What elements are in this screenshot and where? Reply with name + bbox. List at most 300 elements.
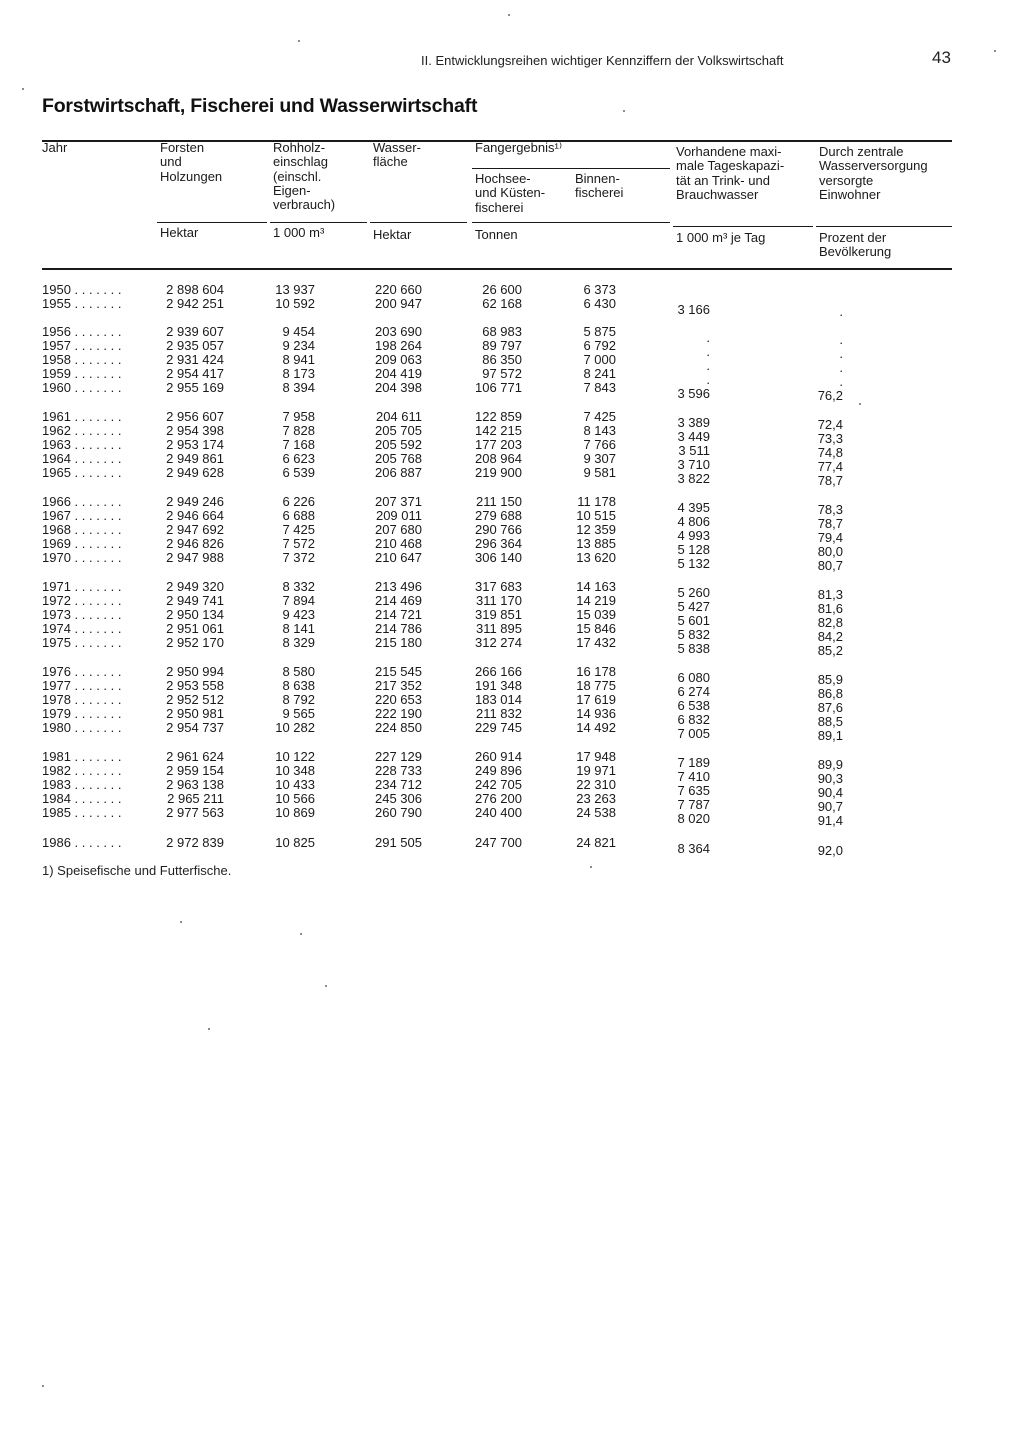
cell-forsten: 2 963 138 (166, 777, 224, 792)
cell-jahr: 1974 . . . . . . . (42, 621, 122, 636)
cell-hochsee: 211 832 (475, 706, 522, 721)
footnote: 1) Speisefische und Futterfische. (42, 863, 232, 878)
cell-versorgung: 76,2 (817, 388, 843, 403)
page-title: Forstwirtschaft, Fischerei und Wasserwirtschaft (42, 95, 478, 117)
cell-rohholz: 7 572 (282, 536, 315, 551)
cell-wasserflaeche: 205 592 (375, 437, 422, 452)
cell-jahr: 1962 . . . . . . . (42, 423, 122, 438)
cell-rohholz: 8 941 (282, 352, 315, 367)
cell-hochsee: 306 140 (475, 550, 522, 565)
cell-versorgung: 85,9 (817, 672, 843, 687)
cell-jahr: 1961 . . . . . . . (42, 409, 122, 424)
cell-kapazitaet: 5 132 (677, 556, 710, 571)
cell-versorgung: . (839, 304, 843, 319)
cell-hochsee: 26 600 (482, 282, 522, 297)
cell-binnen: 18 775 (576, 678, 616, 693)
cell-rohholz: 7 958 (282, 409, 315, 424)
cell-kapazitaet: 5 128 (677, 542, 710, 557)
cell-binnen: 12 359 (576, 522, 616, 537)
cell-forsten: 2 965 211 (167, 791, 224, 806)
cell-versorgung: 86,8 (817, 686, 843, 701)
cell-forsten: 2 954 398 (166, 423, 224, 438)
cell-binnen: 9 307 (583, 451, 616, 466)
cell-forsten: 2 961 624 (166, 749, 224, 764)
cell-jahr: 1967 . . . . . . . (42, 508, 122, 523)
cell-wasserflaeche: 215 180 (375, 635, 422, 650)
cell-kapazitaet: 3 710 (677, 457, 710, 472)
cell-rohholz: 8 394 (282, 380, 315, 395)
scan-speck (300, 933, 302, 935)
cell-binnen: 24 538 (576, 805, 616, 820)
cell-kapazitaet: 5 427 (677, 599, 710, 614)
cell-jahr: 1971 . . . . . . . (42, 579, 122, 594)
cell-forsten: 2 947 692 (166, 522, 224, 537)
col-header-wasserflaeche: Wasser- fläche (373, 140, 421, 170)
cell-versorgung: 77,4 (817, 459, 843, 474)
cell-hochsee: 97 572 (482, 366, 522, 381)
cell-hochsee: 279 688 (475, 508, 522, 523)
cell-rohholz: 8 332 (282, 579, 315, 594)
cell-forsten: 2 898 604 (166, 282, 224, 297)
cell-wasserflaeche: 203 690 (375, 324, 422, 339)
unit-hektar-forsten: Hektar (160, 225, 199, 240)
cell-hochsee: 290 766 (475, 522, 522, 537)
cell-rohholz: 7 168 (282, 437, 315, 452)
unit-prozent: Prozent der Bevölkerung (819, 230, 892, 260)
cell-kapazitaet: 5 832 (677, 627, 710, 642)
cell-binnen: 15 039 (576, 607, 616, 622)
scan-speck (508, 14, 510, 16)
cell-binnen: 6 373 (583, 282, 616, 297)
cell-forsten: 2 939 607 (166, 324, 224, 339)
cell-rohholz: 6 623 (282, 451, 315, 466)
cell-forsten: 2 946 664 (166, 508, 224, 523)
cell-forsten: 2 952 170 (166, 635, 224, 650)
cell-versorgung: . (839, 374, 843, 389)
cell-rohholz: 9 454 (282, 324, 315, 339)
cell-wasserflaeche: 200 947 (375, 296, 422, 311)
cell-rohholz: 6 539 (282, 465, 315, 480)
cell-kapazitaet: 6 274 (677, 684, 710, 699)
cell-hochsee: 89 797 (482, 338, 522, 353)
cell-jahr: 1970 . . . . . . . (42, 550, 122, 565)
scan-speck (590, 866, 592, 868)
cell-jahr: 1958 . . . . . . . (42, 352, 122, 367)
cell-forsten: 2 950 981 (166, 706, 224, 721)
cell-versorgung: 74,8 (817, 445, 843, 460)
cell-forsten: 2 946 826 (166, 536, 224, 551)
table-row (0, 835, 1024, 858)
cell-forsten: 2 959 154 (166, 763, 224, 778)
cell-hochsee: 247 700 (475, 835, 522, 850)
cell-rohholz: 10 869 (275, 805, 315, 820)
cell-rohholz: 7 828 (282, 423, 315, 438)
cell-rohholz: 6 688 (282, 508, 315, 523)
cell-hochsee: 208 964 (475, 451, 522, 466)
cell-versorgung: 90,7 (817, 799, 843, 814)
cell-hochsee: 183 014 (475, 692, 522, 707)
cell-jahr: 1968 . . . . . . . (42, 522, 122, 537)
cell-rohholz: 7 372 (282, 550, 315, 565)
cell-rohholz: 10 592 (275, 296, 315, 311)
scan-speck (623, 110, 625, 112)
cell-jahr: 1979 . . . . . . . (42, 706, 122, 721)
cell-forsten: 2 977 563 (166, 805, 224, 820)
table-row (0, 380, 1024, 403)
cell-hochsee: 260 914 (475, 749, 522, 764)
cell-forsten: 2 942 251 (166, 296, 224, 311)
cell-binnen: 15 846 (576, 621, 616, 636)
cell-kapazitaet: 4 806 (677, 514, 710, 529)
cell-binnen: 7 766 (583, 437, 616, 452)
cell-forsten: 2 949 861 (166, 451, 224, 466)
scan-speck (298, 40, 300, 42)
table-row (0, 635, 1024, 658)
col-header-forsten: Forsten und Holzungen (160, 140, 223, 184)
cell-rohholz: 7 425 (282, 522, 315, 537)
col-header-rohholz: Rohholz- einschlag (einschl. Eigen- verbrauch) (273, 140, 336, 213)
cell-rohholz: 8 173 (282, 366, 315, 381)
cell-wasserflaeche: 207 371 (375, 494, 422, 509)
cell-jahr: 1980 . . . . . . . (42, 720, 122, 735)
cell-hochsee: 240 400 (475, 805, 522, 820)
cell-kapazitaet: . (706, 372, 710, 387)
cell-jahr: 1955 . . . . . . . (42, 296, 122, 311)
cell-binnen: 14 936 (576, 706, 616, 721)
cell-kapazitaet: 5 601 (677, 613, 710, 628)
cell-rohholz: 8 792 (282, 692, 315, 707)
cell-forsten: 2 949 246 (166, 494, 224, 509)
cell-binnen: 5 875 (583, 324, 616, 339)
cell-hochsee: 177 203 (475, 437, 522, 452)
cell-forsten: 2 949 628 (166, 465, 224, 480)
cell-binnen: 10 515 (576, 508, 616, 523)
cell-jahr: 1960 . . . . . . . (42, 380, 122, 395)
cell-versorgung: 73,3 (817, 431, 843, 446)
cell-jahr: 1977 . . . . . . . (42, 678, 122, 693)
cell-kapazitaet: 3 511 (678, 443, 710, 458)
scan-speck (859, 403, 861, 405)
cell-versorgung: 88,5 (817, 714, 843, 729)
cell-binnen: 9 581 (583, 465, 616, 480)
col-header-jahr: Jahr (42, 140, 68, 155)
cell-jahr: 1965 . . . . . . . (42, 465, 122, 480)
cell-binnen: 17 948 (576, 749, 616, 764)
cell-jahr: 1950 . . . . . . . (42, 282, 122, 297)
cell-jahr: 1964 . . . . . . . (42, 451, 122, 466)
cell-rohholz: 10 825 (275, 835, 315, 850)
scan-speck (325, 985, 327, 987)
cell-jahr: 1966 . . . . . . . (42, 494, 122, 509)
cell-binnen: 8 241 (583, 366, 616, 381)
table-row (0, 550, 1024, 573)
cell-binnen: 17 619 (576, 692, 616, 707)
cell-versorgung: . (839, 360, 843, 375)
cell-versorgung: 85,2 (817, 643, 843, 658)
cell-kapazitaet: 7 787 (677, 797, 710, 812)
unit-m3-je-tag: 1 000 m³ je Tag (676, 230, 766, 245)
cell-hochsee: 211 150 (475, 494, 522, 509)
cell-wasserflaeche: 260 790 (375, 805, 422, 820)
cell-hochsee: 266 166 (475, 664, 522, 679)
cell-jahr: 1973 . . . . . . . (42, 607, 122, 622)
cell-binnen: 16 178 (576, 664, 616, 679)
cell-wasserflaeche: 205 768 (375, 451, 422, 466)
cell-versorgung: 90,3 (817, 771, 843, 786)
cell-jahr: 1986 . . . . . . . (42, 835, 122, 850)
cell-hochsee: 142 215 (475, 423, 522, 438)
cell-kapazitaet: 5 838 (677, 641, 710, 656)
cell-forsten: 2 955 169 (166, 380, 224, 395)
cell-rohholz: 6 226 (282, 494, 315, 509)
cell-kapazitaet: 7 635 (677, 783, 710, 798)
col-header-kapazitaet: Vorhandene maxi- male Tageskapazi- tät an Trink- und Brauchwasser (676, 144, 785, 202)
cell-versorgung: 87,6 (817, 700, 843, 715)
cell-binnen: 14 492 (576, 720, 616, 735)
cell-jahr: 1959 . . . . . . . (42, 366, 122, 381)
cell-rohholz: 9 423 (282, 607, 315, 622)
cell-wasserflaeche: 220 660 (375, 282, 422, 297)
cell-wasserflaeche: 215 545 (375, 664, 422, 679)
cell-wasserflaeche: 227 129 (375, 749, 422, 764)
cell-wasserflaeche: 214 469 (375, 593, 422, 608)
page-number: 43 (932, 48, 951, 67)
cell-kapazitaet: 7 189 (677, 755, 710, 770)
cell-wasserflaeche: 228 733 (375, 763, 422, 778)
scan-speck (22, 88, 24, 90)
scan-speck (994, 50, 996, 52)
cell-jahr: 1984 . . . . . . . (42, 791, 122, 806)
cell-versorgung: 89,9 (817, 757, 843, 772)
cell-forsten: 2 954 737 (166, 720, 224, 735)
cell-wasserflaeche: 234 712 (375, 777, 422, 792)
cell-hochsee: 229 745 (475, 720, 522, 735)
cell-kapazitaet: 8 364 (677, 841, 710, 856)
cell-binnen: 11 178 (577, 494, 616, 509)
cell-versorgung: 89,1 (817, 728, 843, 743)
cell-hochsee: 319 851 (475, 607, 522, 622)
cell-wasserflaeche: 213 496 (375, 579, 422, 594)
cell-jahr: 1975 . . . . . . . (42, 635, 122, 650)
cell-kapazitaet: 5 260 (677, 585, 710, 600)
cell-jahr: 1976 . . . . . . . (42, 664, 122, 679)
running-head: II. Entwicklungsreihen wichtiger Kennziffern der Volkswirtschaft (421, 53, 784, 68)
cell-jahr: 1982 . . . . . . . (42, 763, 122, 778)
cell-jahr: 1972 . . . . . . . (42, 593, 122, 608)
scan-speck (180, 921, 182, 923)
cell-versorgung: 82,8 (817, 615, 843, 630)
col-header-hochsee: Hochsee- und Küsten- fischerei (475, 171, 546, 215)
table-row (0, 283, 1024, 297)
cell-jahr: 1978 . . . . . . . (42, 692, 122, 707)
cell-wasserflaeche: 209 063 (375, 352, 422, 367)
scan-speck (208, 1028, 210, 1030)
scan-speck (42, 1385, 44, 1387)
cell-forsten: 2 952 512 (166, 692, 224, 707)
cell-versorgung: 80,0 (817, 544, 843, 559)
cell-versorgung: 80,7 (817, 558, 843, 573)
cell-forsten: 2 956 607 (166, 409, 224, 424)
cell-wasserflaeche: 214 786 (375, 621, 422, 636)
cell-rohholz: 8 329 (282, 635, 315, 650)
cell-versorgung: 79,4 (817, 530, 843, 545)
cell-wasserflaeche: 209 011 (375, 508, 422, 523)
cell-hochsee: 242 705 (475, 777, 522, 792)
col-header-versorgung: Durch zentrale Wasserversorgung versorgte Einwohner (819, 144, 928, 202)
cell-binnen: 13 885 (576, 536, 616, 551)
cell-binnen: 23 263 (576, 791, 616, 806)
cell-rohholz: 9 565 (282, 706, 315, 721)
cell-versorgung: 91,4 (817, 813, 843, 828)
cell-forsten: 2 951 061 (166, 621, 224, 636)
cell-forsten: 2 950 134 (166, 607, 224, 622)
cell-hochsee: 276 200 (475, 791, 522, 806)
cell-forsten: 2 949 320 (166, 579, 224, 594)
cell-binnen: 7 425 (583, 409, 616, 424)
cell-hochsee: 249 896 (475, 763, 522, 778)
cell-rohholz: 9 234 (282, 338, 315, 353)
cell-forsten: 2 954 417 (166, 366, 224, 381)
cell-kapazitaet: 6 080 (677, 670, 710, 685)
cell-kapazitaet: 7 005 (677, 726, 710, 741)
cell-kapazitaet: 3 596 (677, 386, 710, 401)
cell-rohholz: 7 894 (282, 593, 315, 608)
cell-forsten: 2 953 558 (166, 678, 224, 693)
cell-hochsee: 219 900 (475, 465, 522, 480)
cell-binnen: 13 620 (576, 550, 616, 565)
cell-wasserflaeche: 210 647 (375, 550, 422, 565)
cell-kapazitaet: . (706, 358, 710, 373)
cell-binnen: 14 219 (576, 593, 616, 608)
col-header-fangergebnis: Fangergebnis¹⁾ (475, 140, 563, 155)
cell-kapazitaet: 7 410 (677, 769, 710, 784)
cell-versorgung: . (839, 332, 843, 347)
cell-wasserflaeche: 204 419 (375, 366, 422, 381)
cell-rohholz: 10 566 (275, 791, 315, 806)
cell-versorgung: . (839, 346, 843, 361)
cell-binnen: 7 000 (583, 352, 616, 367)
cell-binnen: 14 163 (576, 579, 616, 594)
cell-rohholz: 8 580 (282, 664, 315, 679)
cell-jahr: 1983 . . . . . . . (42, 777, 122, 792)
cell-hochsee: 62 168 (482, 296, 522, 311)
cell-versorgung: 92,0 (817, 843, 843, 858)
cell-hochsee: 311 170 (475, 593, 522, 608)
cell-kapazitaet: 6 832 (677, 712, 710, 727)
cell-rohholz: 10 282 (275, 720, 315, 735)
cell-kapazitaet: 4 993 (677, 528, 710, 543)
cell-binnen: 8 143 (583, 423, 616, 438)
cell-kapazitaet: . (706, 344, 710, 359)
cell-hochsee: 191 348 (475, 678, 522, 693)
table-row (0, 805, 1024, 828)
cell-wasserflaeche: 206 887 (375, 465, 422, 480)
cell-jahr: 1969 . . . . . . . (42, 536, 122, 551)
col-header-binnen: Binnen- fischerei (575, 171, 624, 201)
cell-hochsee: 296 364 (475, 536, 522, 551)
cell-forsten: 2 953 174 (166, 437, 224, 452)
unit-tonnen: Tonnen (475, 227, 518, 242)
cell-kapazitaet: 8 020 (677, 811, 710, 826)
cell-wasserflaeche: 224 850 (375, 720, 422, 735)
cell-jahr: 1956 . . . . . . . (42, 324, 122, 339)
cell-forsten: 2 931 424 (166, 352, 224, 367)
cell-hochsee: 122 859 (475, 409, 522, 424)
cell-forsten: 2 972 839 (166, 835, 224, 850)
cell-binnen: 19 971 (576, 763, 616, 778)
unit-m3-rohholz: 1 000 m³ (273, 225, 325, 240)
cell-forsten: 2 935 057 (166, 338, 224, 353)
cell-binnen: 7 843 (583, 380, 616, 395)
cell-versorgung: 81,6 (817, 601, 843, 616)
cell-jahr: 1981 . . . . . . . (42, 749, 122, 764)
cell-kapazitaet: . (706, 330, 710, 345)
cell-wasserflaeche: 222 190 (375, 706, 422, 721)
cell-wasserflaeche: 204 398 (375, 380, 422, 395)
cell-rohholz: 10 433 (275, 777, 315, 792)
cell-rohholz: 10 122 (275, 749, 315, 764)
cell-hochsee: 68 983 (482, 324, 522, 339)
cell-wasserflaeche: 204 611 (375, 409, 422, 424)
cell-wasserflaeche: 198 264 (375, 338, 422, 353)
cell-hochsee: 311 895 (475, 621, 522, 636)
cell-rohholz: 8 638 (282, 678, 315, 693)
table-row (0, 465, 1024, 488)
cell-rohholz: 8 141 (282, 621, 315, 636)
cell-forsten: 2 947 988 (166, 550, 224, 565)
cell-kapazitaet: 3 449 (677, 429, 710, 444)
cell-kapazitaet: 6 538 (677, 698, 710, 713)
cell-jahr: 1985 . . . . . . . (42, 805, 122, 820)
cell-wasserflaeche: 205 705 (375, 423, 422, 438)
cell-hochsee: 312 274 (475, 635, 522, 650)
cell-wasserflaeche: 220 653 (375, 692, 422, 707)
cell-wasserflaeche: 245 306 (375, 791, 422, 806)
cell-wasserflaeche: 207 680 (375, 522, 422, 537)
cell-rohholz: 10 348 (275, 763, 315, 778)
table-row (0, 720, 1024, 743)
cell-binnen: 6 430 (583, 296, 616, 311)
cell-kapazitaet: 3 822 (677, 471, 710, 486)
cell-versorgung: 78,7 (817, 516, 843, 531)
cell-versorgung: 90,4 (817, 785, 843, 800)
cell-kapazitaet: 3 389 (677, 415, 710, 430)
cell-versorgung: 72,4 (817, 417, 843, 432)
cell-forsten: 2 949 741 (166, 593, 224, 608)
cell-jahr: 1957 . . . . . . . (42, 338, 122, 353)
cell-binnen: 6 792 (583, 338, 616, 353)
cell-hochsee: 106 771 (475, 380, 522, 395)
cell-binnen: 22 310 (576, 777, 616, 792)
cell-kapazitaet: 4 395 (677, 500, 710, 515)
cell-wasserflaeche: 217 352 (375, 678, 422, 693)
cell-binnen: 17 432 (576, 635, 616, 650)
cell-jahr: 1963 . . . . . . . (42, 437, 122, 452)
cell-kapazitaet: 3 166 (677, 302, 710, 317)
cell-wasserflaeche: 214 721 (375, 607, 422, 622)
cell-wasserflaeche: 210 468 (375, 536, 422, 551)
cell-versorgung: 78,3 (817, 502, 843, 517)
cell-versorgung: 84,2 (817, 629, 843, 644)
cell-hochsee: 317 683 (475, 579, 522, 594)
cell-hochsee: 86 350 (482, 352, 522, 367)
cell-versorgung: 81,3 (817, 587, 843, 602)
unit-hektar-wasser: Hektar (373, 227, 412, 242)
cell-forsten: 2 950 994 (166, 664, 224, 679)
cell-versorgung: 78,7 (817, 473, 843, 488)
cell-rohholz: 13 937 (275, 282, 315, 297)
cell-wasserflaeche: 291 505 (375, 835, 422, 850)
